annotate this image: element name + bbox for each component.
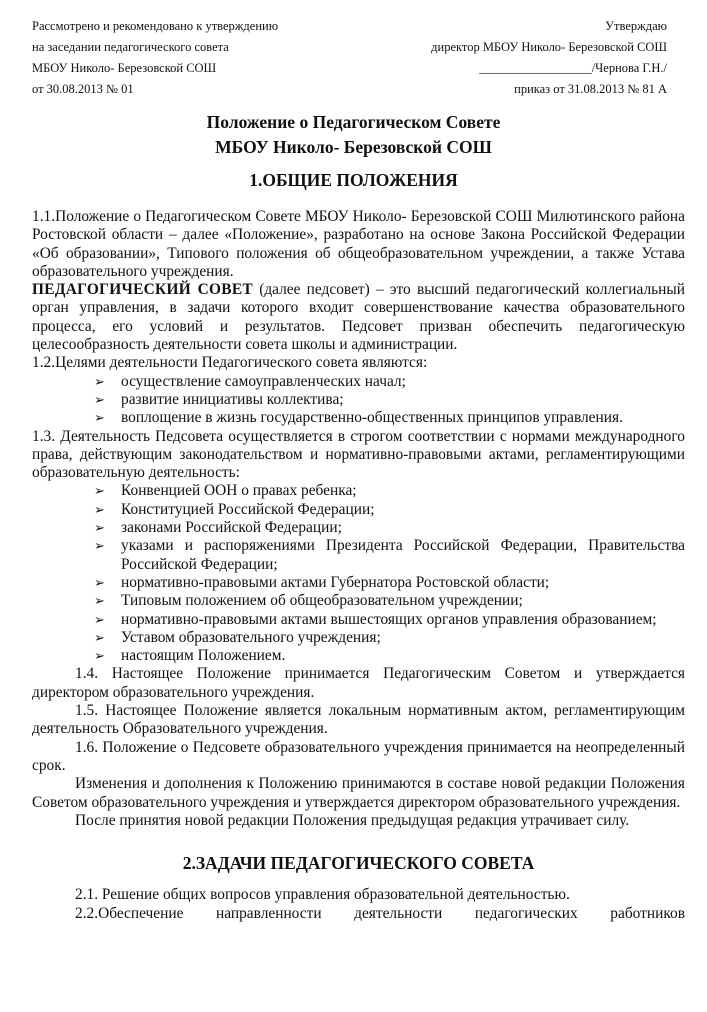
signature-line: __________________/Чернова Г.Н./ — [479, 61, 667, 75]
arrowhead-bullet-icon: ➢ — [94, 611, 105, 627]
approval-note-right — [347, 16, 667, 100]
list-item: ➢ воплощение в жизнь государственно-общественных принципов управления. — [94, 409, 623, 427]
paragraph-after-adoption: После принятия новой редакции Положения предыдущая редакция утрачивает силу. — [75, 811, 630, 829]
arrowhead-bullet-icon: ➢ — [94, 593, 105, 609]
arrowhead-bullet-icon: ➢ — [94, 373, 105, 389]
arrowhead-bullet-icon: ➢ — [94, 629, 105, 645]
section-2-heading: 2.ЗАДАЧИ ПЕДАГОГИЧЕСКОГО СОВЕТА — [182, 853, 535, 874]
list-item: ➢ Типовым положением об общеобразовательном учреждении; — [94, 592, 523, 610]
list-item: ➢ законами Российской Федерации; — [94, 519, 342, 537]
list-item: ➢ осуществление самоуправленческих начал; — [94, 372, 406, 390]
pedsovet-definition: (далее педсовет) – это высший педагогический коллегиальный орган управления, в задачи которого входит совершенствование качества образовательного процесса, его условий и результатов. Педсовет призван обеспечить педагогическую целесообразность деятельности совета школы и администрации. — [32, 281, 685, 354]
arrowhead-bullet-icon: ➢ — [94, 538, 105, 554]
document-title — [0, 110, 707, 160]
header-left-line: на заседании педагогического совета — [32, 40, 229, 54]
paragraph-pedsovet — [32, 281, 685, 354]
list-item: ➢ развитие инициативы коллектива; — [94, 390, 344, 408]
paragraph-1-6: 1.6. Положение о Педсовете образовательного учреждения принимается на неопределенный срок. — [32, 738, 685, 774]
paragraph-1-3: 1.3. Деятельность Педсовета осуществляется в строгом соответствии с нормами международного права, действующим законодательством и нормативно-правовыми актами, регламентирующими образовательную деятельность: — [32, 427, 685, 482]
header-right-line: приказ от 31.08.2013 № 81 А — [514, 82, 667, 96]
list-item: ➢ нормативно-правовыми актами вышестоящих органов управления образованием; — [94, 610, 657, 628]
title-line-1: Положение о Педагогическом Совете — [206, 112, 501, 132]
section-1-heading: 1.ОБЩИЕ ПОЛОЖЕНИЯ — [249, 170, 458, 190]
list-item: ➢ Уставом образовательного учреждения; — [94, 628, 381, 646]
paragraph-changes: Изменения и дополнения к Положению принимаются в составе новой редакции Положения Советом образовательного учреждения и утверждается директором образовательного учреждения. — [32, 775, 685, 811]
list-item: ➢ настоящим Положением. — [94, 647, 286, 665]
paragraph-2-2: 2.2.Обеспечение направленности деятельности педагогических работников — [75, 904, 685, 922]
header-left-line: от 30.08.2013 № 01 — [32, 82, 134, 96]
header-left-line: Рассмотрено и рекомендовано к утверждению — [32, 19, 279, 33]
goals-list — [32, 373, 685, 428]
paragraph-1-5: 1.5. Настоящее Положение является локальным нормативным актом, регламентирующим деятельность Образовательного учреждения. — [32, 702, 685, 738]
list-item: ➢ Конвенцией ООН о правах ребенка; — [94, 482, 357, 500]
approval-note-left — [32, 16, 362, 100]
arrowhead-bullet-icon: ➢ — [94, 391, 105, 407]
header-left-line: МБОУ Николо- Березовской СОШ — [32, 61, 217, 75]
header-right-line: Утверждаю — [605, 19, 667, 33]
list-item: ➢ нормативно-правовыми актами Губернатора Ростовской области; — [94, 573, 550, 591]
paragraph-1-1: 1.1.Положение о Педагогическом Совете МБОУ Николо- Березовской СОШ Милютинского района Ростовской области – далее «Положение», разработано на основе Закона Российской Федерации «Об образовании», Типового положения об общеобразовательном учреждении, а также Устава образовательного учреждения. — [32, 208, 685, 280]
header-right-line: директор МБОУ Николо- Березовской СОШ — [431, 40, 667, 54]
title-line-2: МБОУ Николо- Березовской СОШ — [215, 137, 492, 157]
paragraph-1-4: 1.4. Настоящее Положение принимается Педагогическим Советом и утверждается директором образовательного учреждения. — [32, 665, 685, 701]
arrowhead-bullet-icon: ➢ — [94, 574, 105, 590]
paragraph-1-2: 1.2.Целями деятельности Педагогического совета являются: — [32, 354, 428, 372]
arrowhead-bullet-icon: ➢ — [94, 648, 105, 664]
document-body — [32, 208, 685, 923]
arrowhead-bullet-icon: ➢ — [94, 520, 105, 536]
arrowhead-bullet-icon: ➢ — [94, 410, 105, 426]
arrowhead-bullet-icon: ➢ — [94, 501, 105, 517]
list-item: ➢ указами и распоряжениями Президента Российской Федерации, Правительства Российской Федерации; — [94, 537, 685, 573]
arrowhead-bullet-icon: ➢ — [94, 483, 105, 499]
list-item: ➢ Конституцией Российской Федерации; — [94, 500, 375, 518]
paragraph-2-1: 2.1. Решение общих вопросов управления образовательной деятельностью. — [75, 886, 570, 904]
legal-acts-list — [32, 482, 685, 665]
pedsovet-term: ПЕДАГОГИЧЕСКИЙ СОВЕТ — [32, 281, 253, 299]
